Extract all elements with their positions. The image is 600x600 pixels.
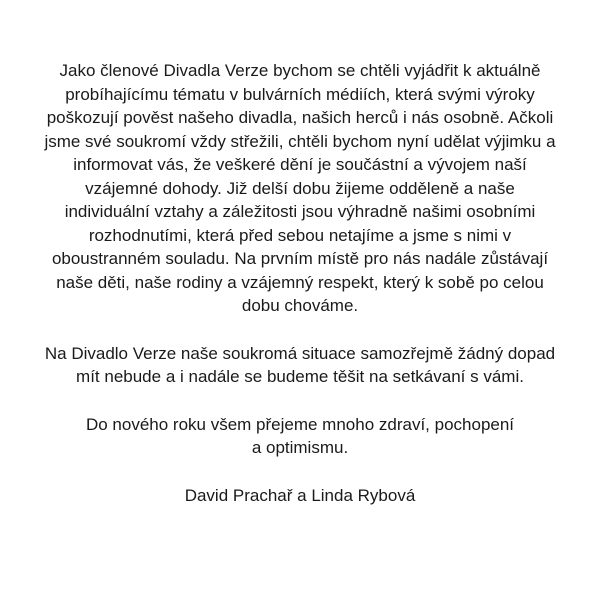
signature-text: David Prachař a Linda Rybová xyxy=(184,485,416,505)
statement-text xyxy=(20,59,580,507)
text-line: a optimismu. xyxy=(251,438,349,457)
paragraph-theatre xyxy=(20,342,580,389)
text-line: Jako členové Divadla Verze bychom se chtěli vyjádřit k aktuálně xyxy=(59,61,541,80)
text-line: oboustranném souladu. Na prvním místě pro nás nadále zůstávají xyxy=(51,249,549,268)
paragraph-wishes xyxy=(20,413,580,460)
paragraph-intro xyxy=(20,59,580,318)
text-line: jsme své soukromí vždy střežili, chtěli bychom nyní udělat výjimku a xyxy=(44,131,556,151)
text-line: rozhodnutími, která před sebou netajíme a jsme s nimi v xyxy=(88,225,512,245)
text-line: naše děti, naše rodiny a vzájemný respekt, který k sobě po celou xyxy=(56,272,544,292)
text-line: mít nebude a i nadále se budeme těšit na setkávaní s vámi. xyxy=(76,367,524,386)
text-line: vzájemné dohody. Již delší dobu žijeme odděleně a naše xyxy=(85,178,515,198)
text-line: individuální vztahy a záležitosti jsou výhradně našimi osobními xyxy=(64,202,536,221)
text-line: dobu chováme. xyxy=(241,296,359,315)
text-line: probíhajícímu tématu v bulvárních médiích, která svými výroky xyxy=(65,84,535,104)
text-line: Na Divadlo Verze naše soukromá situace samozřejmě žádný dopad xyxy=(44,343,556,363)
text-line: Do nového roku všem přejeme mnoho zdraví, pochopení xyxy=(85,414,515,434)
text-line: informovat vás, že veškeré dění je součástní a vývojem naší xyxy=(73,155,527,174)
text-line: poškozují pověst našeho divadla, našich herců i nás osobně. Ačkoli xyxy=(46,108,554,127)
signature xyxy=(20,484,580,508)
